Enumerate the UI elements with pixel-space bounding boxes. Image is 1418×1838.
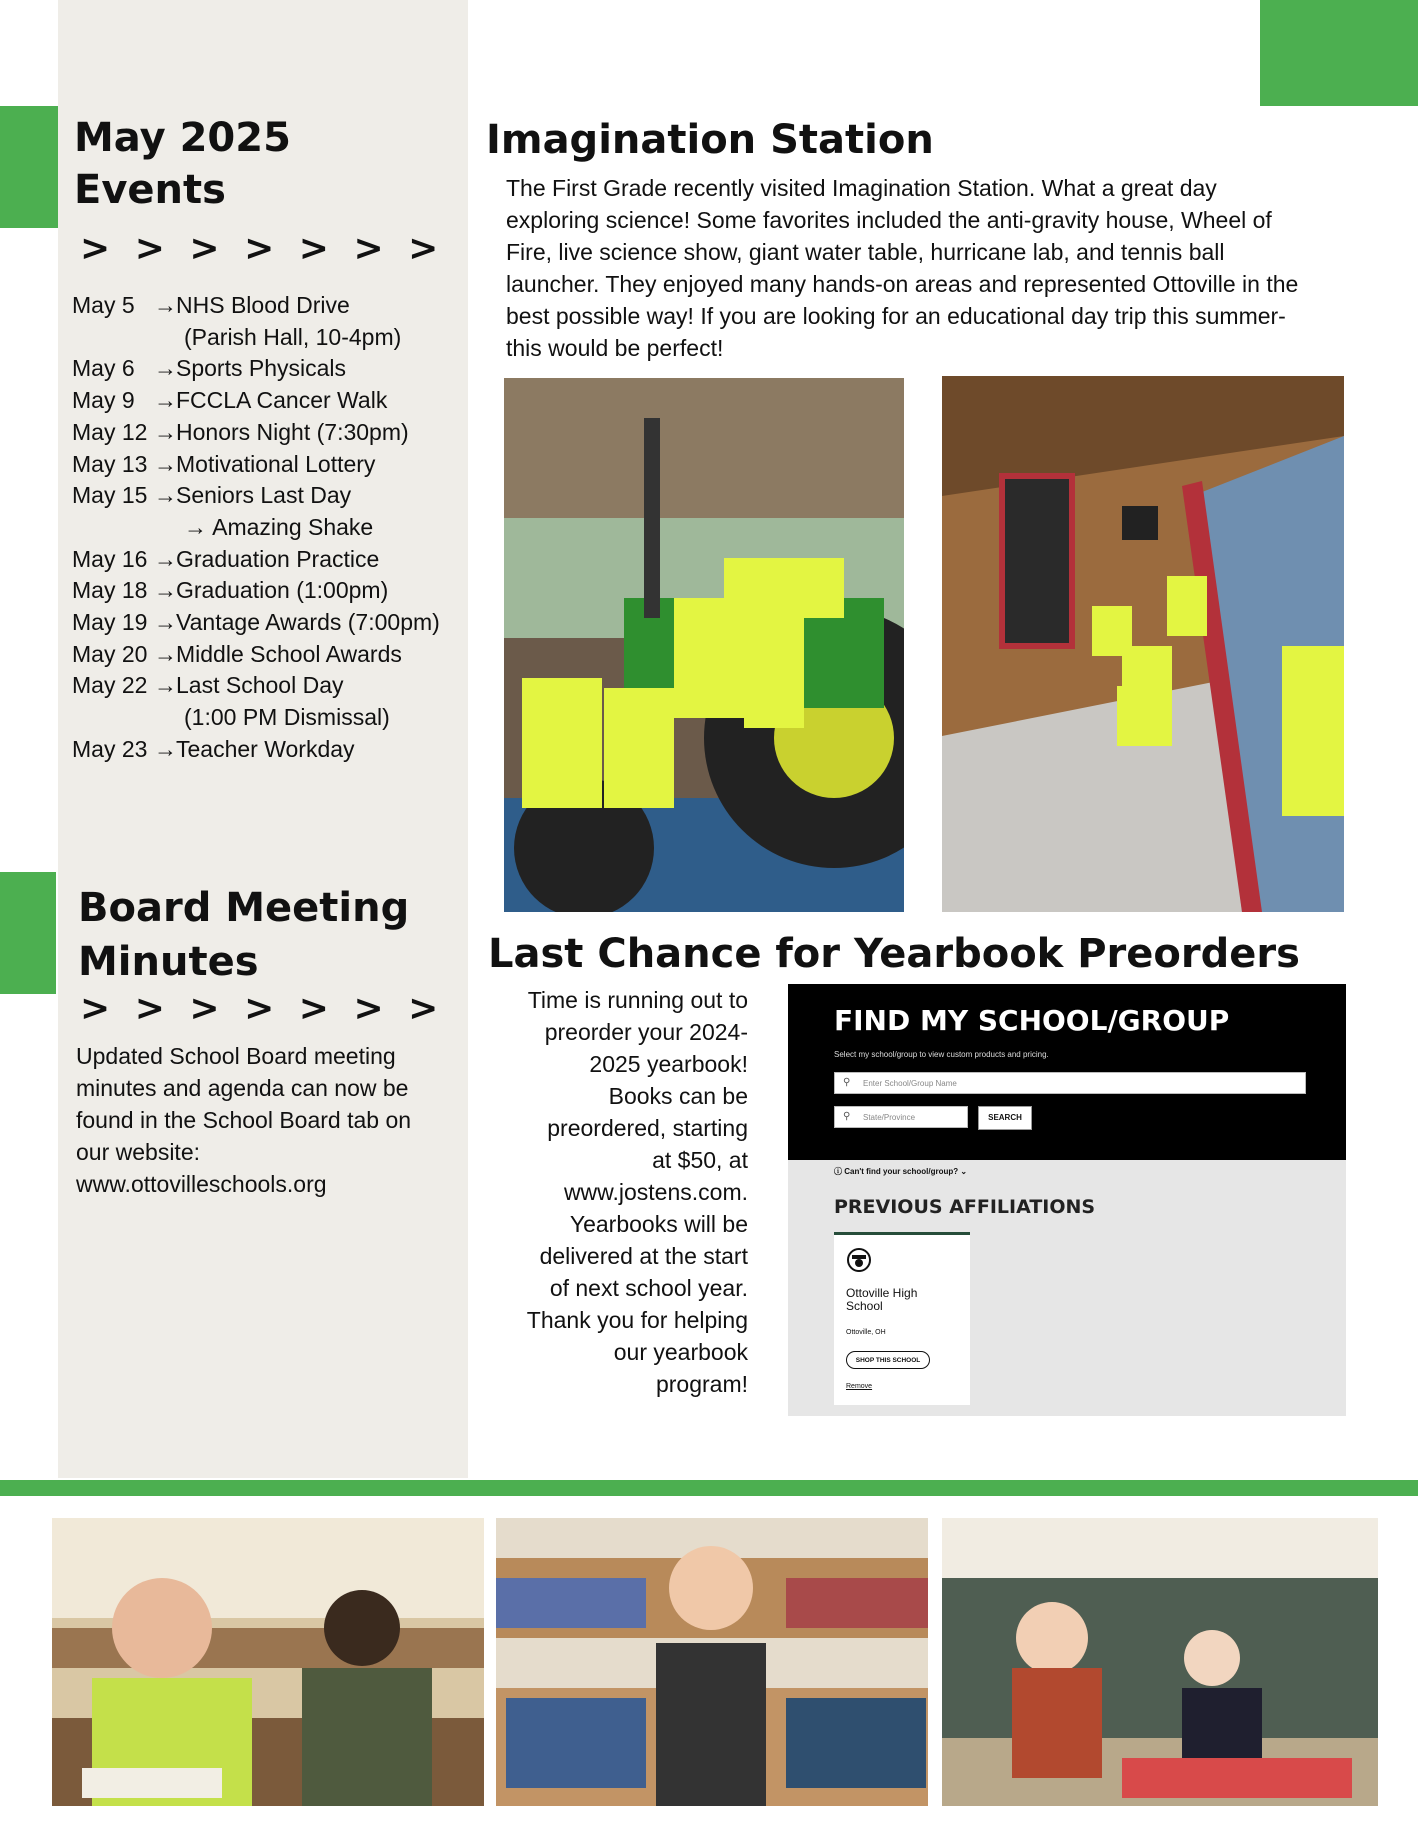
- board-accent-bar: [0, 872, 56, 994]
- events-heading: [74, 114, 291, 214]
- event-title: Teacher Workday: [176, 735, 355, 762]
- yearbook-line: at $50, at: [652, 1147, 748, 1173]
- arrow-right-icon: →: [154, 387, 177, 414]
- event-item: [72, 670, 482, 702]
- imagination-heading: Imagination Station: [486, 117, 934, 163]
- school-search-input[interactable]: [834, 1072, 1306, 1094]
- event-date: May 5: [72, 292, 135, 318]
- shop-this-school-button[interactable]: SHOP THIS SCHOOL: [846, 1351, 930, 1369]
- imagination-line: The First Grade recently visited Imagination Station. What a great day: [506, 175, 1217, 201]
- event-item: [72, 353, 482, 385]
- event-title: Honors Night (7:30pm): [176, 418, 409, 445]
- yearbook-line: preorder your 2024-: [544, 1019, 748, 1045]
- state-search-input[interactable]: [834, 1106, 968, 1128]
- arrow-right-icon: →: [154, 292, 177, 318]
- school-mascot-icon: [846, 1247, 872, 1273]
- event-title: Motivational Lottery: [176, 450, 376, 477]
- board-line: Updated School Board meeting: [76, 1043, 396, 1069]
- event-item: [72, 575, 482, 607]
- event-title: FCCLA Cancer Walk: [176, 387, 388, 414]
- arrow-right-icon: →: [154, 355, 177, 382]
- previous-affiliations-heading: PREVIOUS AFFILIATIONS: [834, 1196, 1096, 1218]
- event-continuation: (Parish Hall, 10-4pm): [184, 323, 402, 350]
- arrow-right-icon: →: [154, 545, 177, 572]
- yearbook-heading: Last Chance for Yearbook Preorders: [488, 931, 1300, 977]
- event-title: Last School Day: [176, 672, 344, 699]
- state-search-placeholder: State/Province: [863, 1113, 916, 1122]
- corner-accent-bar: [1260, 0, 1418, 106]
- yearbook-line: preordered, starting: [547, 1115, 748, 1141]
- event-date: May 23: [72, 735, 148, 762]
- event-date: May 18: [72, 577, 148, 604]
- school-search-placeholder: Enter School/Group Name: [863, 1079, 957, 1088]
- event-item: [72, 607, 482, 639]
- school-city: Ottoville, OH: [846, 1329, 886, 1336]
- arrow-right-icon: →: [154, 482, 177, 509]
- event-title: Graduation Practice: [176, 545, 380, 572]
- event-title: Vantage Awards (7:00pm): [176, 609, 440, 636]
- event-date: May 13: [72, 450, 148, 477]
- yearbook-line: Books can be: [608, 1083, 748, 1109]
- board-line: minutes and agenda can now be: [76, 1075, 409, 1101]
- yearbook-line: our yearbook: [613, 1339, 748, 1365]
- board-body: [76, 1040, 466, 1200]
- arrow-right-icon: →: [154, 672, 177, 699]
- jostens-search-panel: [788, 984, 1346, 1160]
- event-date: May 16: [72, 545, 148, 572]
- events-arrows: > > > > > > >: [80, 228, 445, 269]
- events-accent-bar: [0, 106, 58, 228]
- imagination-line: launcher. They enjoyed many hands-on areas and represented Ottoville in the: [506, 271, 1299, 297]
- gravity-house-photo: [942, 376, 1344, 912]
- footer-divider: [0, 1480, 1418, 1496]
- event-date: May 6: [72, 355, 135, 382]
- search-icon: ⚲: [843, 1077, 851, 1088]
- event-date: May 20: [72, 640, 148, 667]
- imagination-line: exploring science! Some favorites included the anti-gravity house, Wheel of: [506, 207, 1272, 233]
- cant-find-link[interactable]: ⓘ Can't find your school/group? ⌄: [834, 1167, 968, 1176]
- arrow-right-icon: →: [154, 577, 177, 604]
- event-title: Seniors Last Day: [176, 482, 352, 509]
- event-date: May 15: [72, 482, 148, 509]
- event-item: [72, 639, 482, 671]
- event-item: [72, 290, 482, 322]
- event-item: [72, 480, 482, 512]
- yearbook-line: of next school year.: [549, 1275, 748, 1301]
- board-arrows: > > > > > > >: [80, 988, 445, 1029]
- imagination-line: best possible way! If you are looking for an educational day trip this summer-: [506, 303, 1286, 329]
- jostens-title: FIND MY SCHOOL/GROUP: [834, 1004, 1230, 1037]
- imagination-line: this would be perfect!: [506, 335, 724, 361]
- event-title: Sports Physicals: [176, 355, 347, 382]
- arrow-right-icon: →: [154, 735, 177, 762]
- board-heading: [78, 884, 409, 986]
- event-title: NHS Blood Drive: [176, 292, 350, 318]
- search-icon: ⚲: [843, 1111, 851, 1122]
- yearbook-link[interactable]: www.jostens.com.: [563, 1179, 748, 1205]
- event-item: [72, 544, 482, 576]
- book-sorting-photo: [942, 1518, 1378, 1806]
- yearbook-line: Thank you for helping: [526, 1307, 748, 1333]
- remove-link[interactable]: Remove: [846, 1383, 873, 1390]
- event-continuation: → Amazing Shake: [184, 513, 374, 540]
- reading-boy-photo: [52, 1518, 484, 1806]
- event-date: May 22: [72, 672, 148, 699]
- yearbook-line: 2025 yearbook!: [589, 1051, 748, 1077]
- school-card: [834, 1232, 970, 1405]
- board-line: found in the School Board tab on: [76, 1107, 412, 1133]
- event-item: [72, 734, 482, 766]
- imagination-body: [506, 172, 1386, 364]
- events-heading-line1: May 2025: [74, 115, 291, 161]
- board-website-link[interactable]: www.ottovilleschools.org: [76, 1171, 327, 1197]
- school-name: Ottoville High School: [846, 1286, 918, 1313]
- event-item: [72, 385, 482, 417]
- jostens-subtitle: Select my school/group to view custom products and pricing.: [834, 1050, 1049, 1059]
- tractor-photo: [504, 378, 904, 912]
- chevron-down-icon: ⌄: [960, 1167, 968, 1176]
- event-date: May 12: [72, 418, 148, 445]
- board-line: our website:: [76, 1139, 201, 1165]
- arrow-right-icon: →: [154, 418, 177, 445]
- event-date: May 19: [72, 609, 148, 636]
- arrow-right-icon: →: [154, 609, 177, 636]
- events-list: [72, 290, 482, 766]
- arrow-right-icon: →: [154, 450, 177, 477]
- imagination-line: Fire, live science show, giant water table, hurricane lab, and tennis ball: [506, 239, 1225, 265]
- board-heading-line2: Minutes: [78, 939, 259, 985]
- event-item: [72, 417, 482, 449]
- arrow-right-icon: →: [154, 640, 177, 667]
- yearbook-line: Yearbooks will be: [569, 1211, 748, 1237]
- yearbook-body: [486, 984, 748, 1400]
- event-title: Graduation (1:00pm): [176, 577, 389, 604]
- event-title: Middle School Awards: [176, 640, 402, 667]
- yearbook-line: program!: [655, 1371, 748, 1397]
- event-item: [72, 449, 482, 481]
- search-button[interactable]: SEARCH: [978, 1106, 1032, 1130]
- event-continuation: (1:00 PM Dismissal): [184, 704, 390, 731]
- yearbook-line: delivered at the start: [539, 1243, 748, 1269]
- library-girl-photo: [496, 1518, 928, 1806]
- board-heading-line1: Board Meeting: [78, 885, 410, 931]
- event-date: May 9: [72, 387, 135, 414]
- yearbook-line: Time is running out to: [527, 987, 748, 1013]
- jostens-screenshot: [788, 984, 1346, 1416]
- events-heading-line2: Events: [74, 167, 226, 213]
